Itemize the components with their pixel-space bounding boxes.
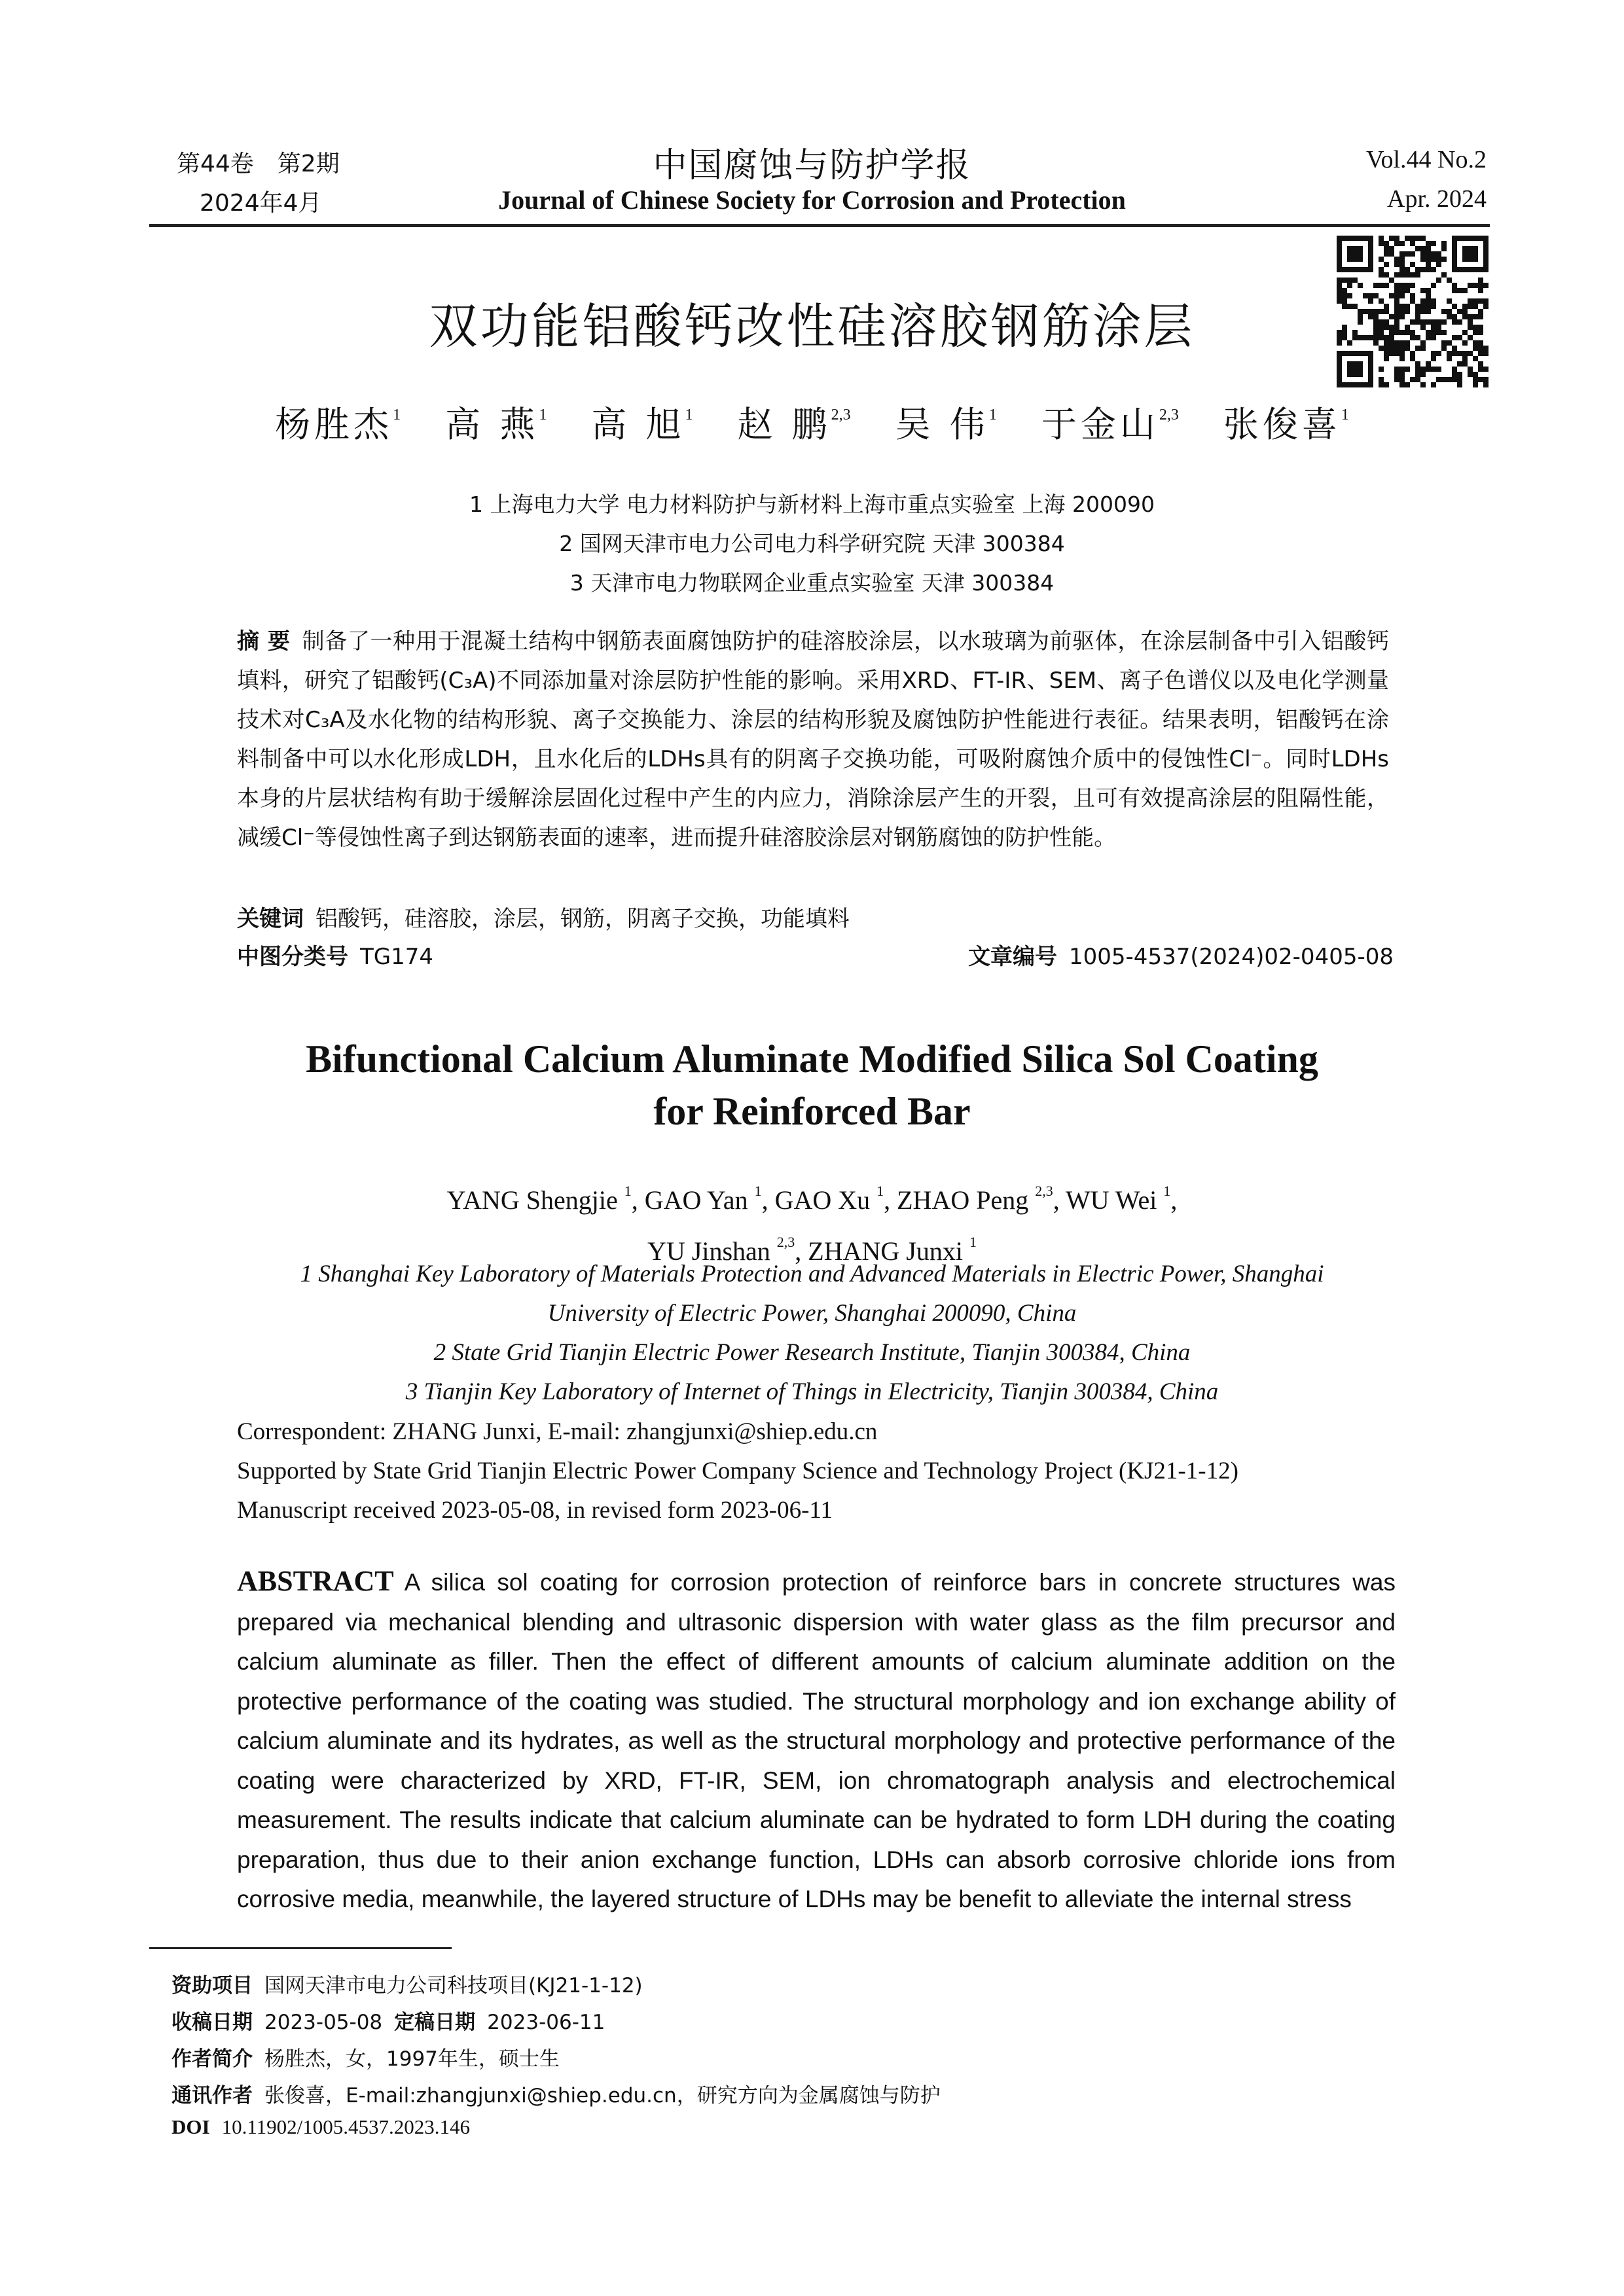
- footnote-author-label: 作者简介: [171, 2047, 253, 2071]
- volume-issue-en: Vol.44 No.2: [1365, 146, 1487, 173]
- keywords-cn-text: 铝酸钙，硅溶胶，涂层，钢筋，阴离子交换，功能填料: [316, 906, 850, 932]
- footnote-author-bio: [171, 2042, 560, 2072]
- footnote-corresponding-label: 通讯作者: [171, 2084, 253, 2108]
- author-cn-affiliation-mark: 1: [685, 406, 693, 423]
- volume-issue-cn: 第44卷 第2期: [177, 151, 340, 177]
- article-number-label: 文章编号: [968, 944, 1058, 970]
- author-cn: [591, 404, 693, 445]
- author-cn: [895, 404, 997, 445]
- author-cn-affiliation-mark: 1: [1341, 406, 1349, 423]
- correspondent-line: Correspondent: ZHANG Junxi, E-mail: zhangjunxi@shiep.edu.cn: [237, 1418, 878, 1445]
- author-en-affiliation-mark: 2,3: [1035, 1183, 1053, 1199]
- article-title-en: [0, 1033, 1624, 1138]
- affiliation-cn-2: 2 国网天津市电力公司电力科学研究院 天津 300384: [559, 531, 1065, 556]
- author-list-cn: [0, 397, 1624, 447]
- author-cn-affiliation-mark: 2,3: [1159, 406, 1179, 423]
- received-line: Manuscript received 2023-05-08, in revised form 2023-06-11: [237, 1497, 833, 1524]
- footnote-doi-value: 10.11902/1005.4537.2023.146: [221, 2115, 471, 2138]
- abstract-en-label: ABSTRACT: [237, 1565, 394, 1597]
- author-cn-affiliation-mark: 1: [393, 406, 401, 423]
- author-en-name: WU Wei: [1065, 1185, 1164, 1215]
- classification-label: 中图分类号: [237, 944, 348, 970]
- footnote-received-label: 收稿日期: [171, 2011, 253, 2034]
- author-cn-name: 高 燕: [445, 404, 539, 445]
- abstract-en: [237, 1562, 1396, 1920]
- footnote-author-value: 杨胜杰，女，1997年生，硕士生: [264, 2047, 560, 2071]
- author-cn-affiliation-mark: 1: [988, 406, 997, 423]
- footnote-dates: [171, 2005, 605, 2035]
- article-number-value: 1005-4537(2024)02-0405-08: [1069, 944, 1394, 970]
- footnote-corresponding: [171, 2079, 941, 2108]
- author-en-name: YANG Shengjie: [446, 1185, 624, 1215]
- classification-number: [237, 939, 433, 971]
- affiliation-en-3: 3 Tianjin Key Laboratory of Internet of Things in Electricity, Tianjin 300384, China: [405, 1378, 1219, 1405]
- author-en-separator: ,: [1170, 1185, 1178, 1215]
- author-cn: [445, 404, 547, 445]
- author-en-separator: ,: [631, 1185, 645, 1215]
- footnote-rule: [149, 1947, 452, 1949]
- abstract-cn: [237, 622, 1389, 857]
- article-title-en-line1: Bifunctional Calcium Aluminate Modified Silica Sol Coating: [306, 1037, 1318, 1081]
- author-en-name: YU Jinshan: [647, 1236, 777, 1266]
- footnote-funding: [171, 1969, 643, 1998]
- footnote-doi: [171, 2115, 470, 2139]
- footnote-funding-label: 资助项目: [171, 1974, 253, 1998]
- abstract-cn-label: 摘 要: [237, 628, 291, 655]
- affiliation-en-2: 2 State Grid Tianjin Electric Power Research Institute, Tianjin 300384, China: [433, 1339, 1191, 1366]
- affiliation-cn-1: 1 上海电力大学 电力材料防护与新材料上海市重点实验室 上海 200090: [469, 492, 1155, 517]
- author-en-separator: ,: [884, 1185, 897, 1215]
- abstract-cn-text: 制备了一种用于混凝土结构中钢筋表面腐蚀防护的硅溶胶涂层，以水玻璃为前驱体，在涂层制备中引入铝酸钙填料，研究了铝酸钙(C₃A)不同添加量对涂层防护性能的影响。采用XRD、FT-IR、SEM、离子色谱仪以及电化学测量技术对C₃A及水化物的结构形貌、离子交换能力、涂层的结构形貌及腐蚀防护性能进行表征。结果表明，铝酸钙在涂料制备中可以水化形成LDH，且水化后的LDHs具有的阴离子交换功能，可吸附腐蚀介质中的侵蚀性Cl⁻。同时LDHs本身的片层状结构有助于缓解涂层固化过程中产生的内应力，消除涂层产生的开裂，且可有效提高涂层的阻隔性能，减缓Cl⁻等侵蚀性离子到达钢筋表面的速率，进而提升硅溶胶涂层对钢筋腐蚀的防护性能。: [237, 628, 1389, 851]
- author-cn-name: 于金山: [1041, 404, 1159, 445]
- date-en: Apr. 2024: [1387, 185, 1487, 213]
- footnote-received-value: 2023-05-08: [264, 2011, 383, 2034]
- author-en-separator: ,: [761, 1185, 775, 1215]
- footnote-corresponding-value: 张俊喜，E-mail:zhangjunxi@shiep.edu.cn，研究方向为金属腐蚀与防护: [264, 2084, 941, 2108]
- author-cn-affiliation-mark: 2,3: [831, 406, 851, 423]
- footnote-final-value: 2023-06-11: [487, 2011, 605, 2034]
- author-en-name: GAO Yan: [644, 1185, 755, 1215]
- author-cn: [1223, 404, 1349, 445]
- author-en-affiliation-mark: 1: [969, 1234, 977, 1250]
- footnote-funding-value: 国网天津市电力公司科技项目(KJ21-1-12): [264, 1974, 643, 1998]
- header-rule: [149, 224, 1490, 227]
- footnote-final-label: 定稿日期: [394, 2011, 476, 2034]
- author-list-en-line1: [0, 1170, 1624, 1221]
- keywords-cn: [237, 899, 1389, 939]
- author-list-en: [0, 1170, 1624, 1272]
- author-en-affiliation-mark: 2,3: [776, 1234, 795, 1250]
- author-cn-name: 高 旭: [591, 404, 685, 445]
- author-cn: [738, 404, 851, 445]
- date-cn: 2024年4月: [200, 190, 322, 217]
- author-en-separator: ,: [795, 1236, 808, 1266]
- author-cn: [275, 404, 401, 445]
- author-en-affiliation-mark: 1: [876, 1183, 884, 1199]
- author-cn-name: 赵 鹏: [737, 404, 831, 445]
- affiliation-cn-3: 3 天津市电力物联网企业重点实验室 天津 300384: [569, 570, 1055, 596]
- author-cn: [1041, 404, 1179, 445]
- author-en-affiliation-mark: 1: [624, 1183, 632, 1199]
- funding-line: Supported by State Grid Tianjin Electric Power Company Science and Technology Project (KJ21-1-12): [237, 1458, 1238, 1484]
- author-cn-name: 张俊喜: [1223, 404, 1341, 445]
- author-cn-name: 吴 伟: [895, 404, 989, 445]
- journal-title-en: Journal of Chinese Society for Corrosion and Protection: [498, 185, 1126, 215]
- footnote-doi-label: DOI: [171, 2115, 210, 2138]
- article-title-en-line2: for Reinforced Bar: [653, 1090, 971, 1133]
- article-number: [968, 939, 1394, 971]
- author-en-affiliation-mark: 1: [1163, 1183, 1171, 1199]
- journal-title-cn: 中国腐蚀与防护学报: [653, 146, 971, 185]
- keywords-cn-label: 关键词: [237, 906, 304, 932]
- author-en-name: ZHAO Peng: [897, 1185, 1036, 1215]
- author-en-affiliation-mark: 1: [754, 1183, 762, 1199]
- author-en-name: GAO Xu: [774, 1185, 877, 1215]
- classification-value: TG174: [360, 944, 434, 970]
- affiliation-en-1b: University of Electric Power, Shanghai 200090, China: [547, 1300, 1077, 1327]
- author-en-separator: ,: [1053, 1185, 1066, 1215]
- author-cn-affiliation-mark: 1: [539, 406, 547, 423]
- author-en-name: ZHANG Junxi: [808, 1236, 969, 1266]
- affiliation-en-1a: 1 Shanghai Key Laboratory of Materials Protection and Advanced Materials in Electric Power, Shanghai: [300, 1261, 1324, 1287]
- author-cn-name: 杨胜杰: [275, 404, 393, 445]
- article-title-cn: 双功能铝酸钙改性硅溶胶钢筋涂层: [429, 298, 1195, 355]
- abstract-en-text: A silica sol coating for corrosion protection of reinforce bars in concrete structures was prepared via mechanical blending and ultrasonic dispersion with water glass as the film precursor and calcium aluminate as filler. Then the effect of different amounts of calcium aluminate addition on the protective performance of the coating was studied. The structural morphology and ion exchange ability of calcium aluminate and its hydrates, as well as the structural morphology and protective performance of the coating were characterized by XRD, FT-IR, SEM, ion chromatograph analysis and electrochemical measurement. The results indicate that calcium aluminate can be hydrated to form LDH during the coating preparation, thus due to their anion exchange function, LDHs can absorb corrosive chloride ions from corrosive media, meanwhile, the layered structure of LDHs may be benefit to alleviate the internal stress: [237, 1569, 1396, 1912]
